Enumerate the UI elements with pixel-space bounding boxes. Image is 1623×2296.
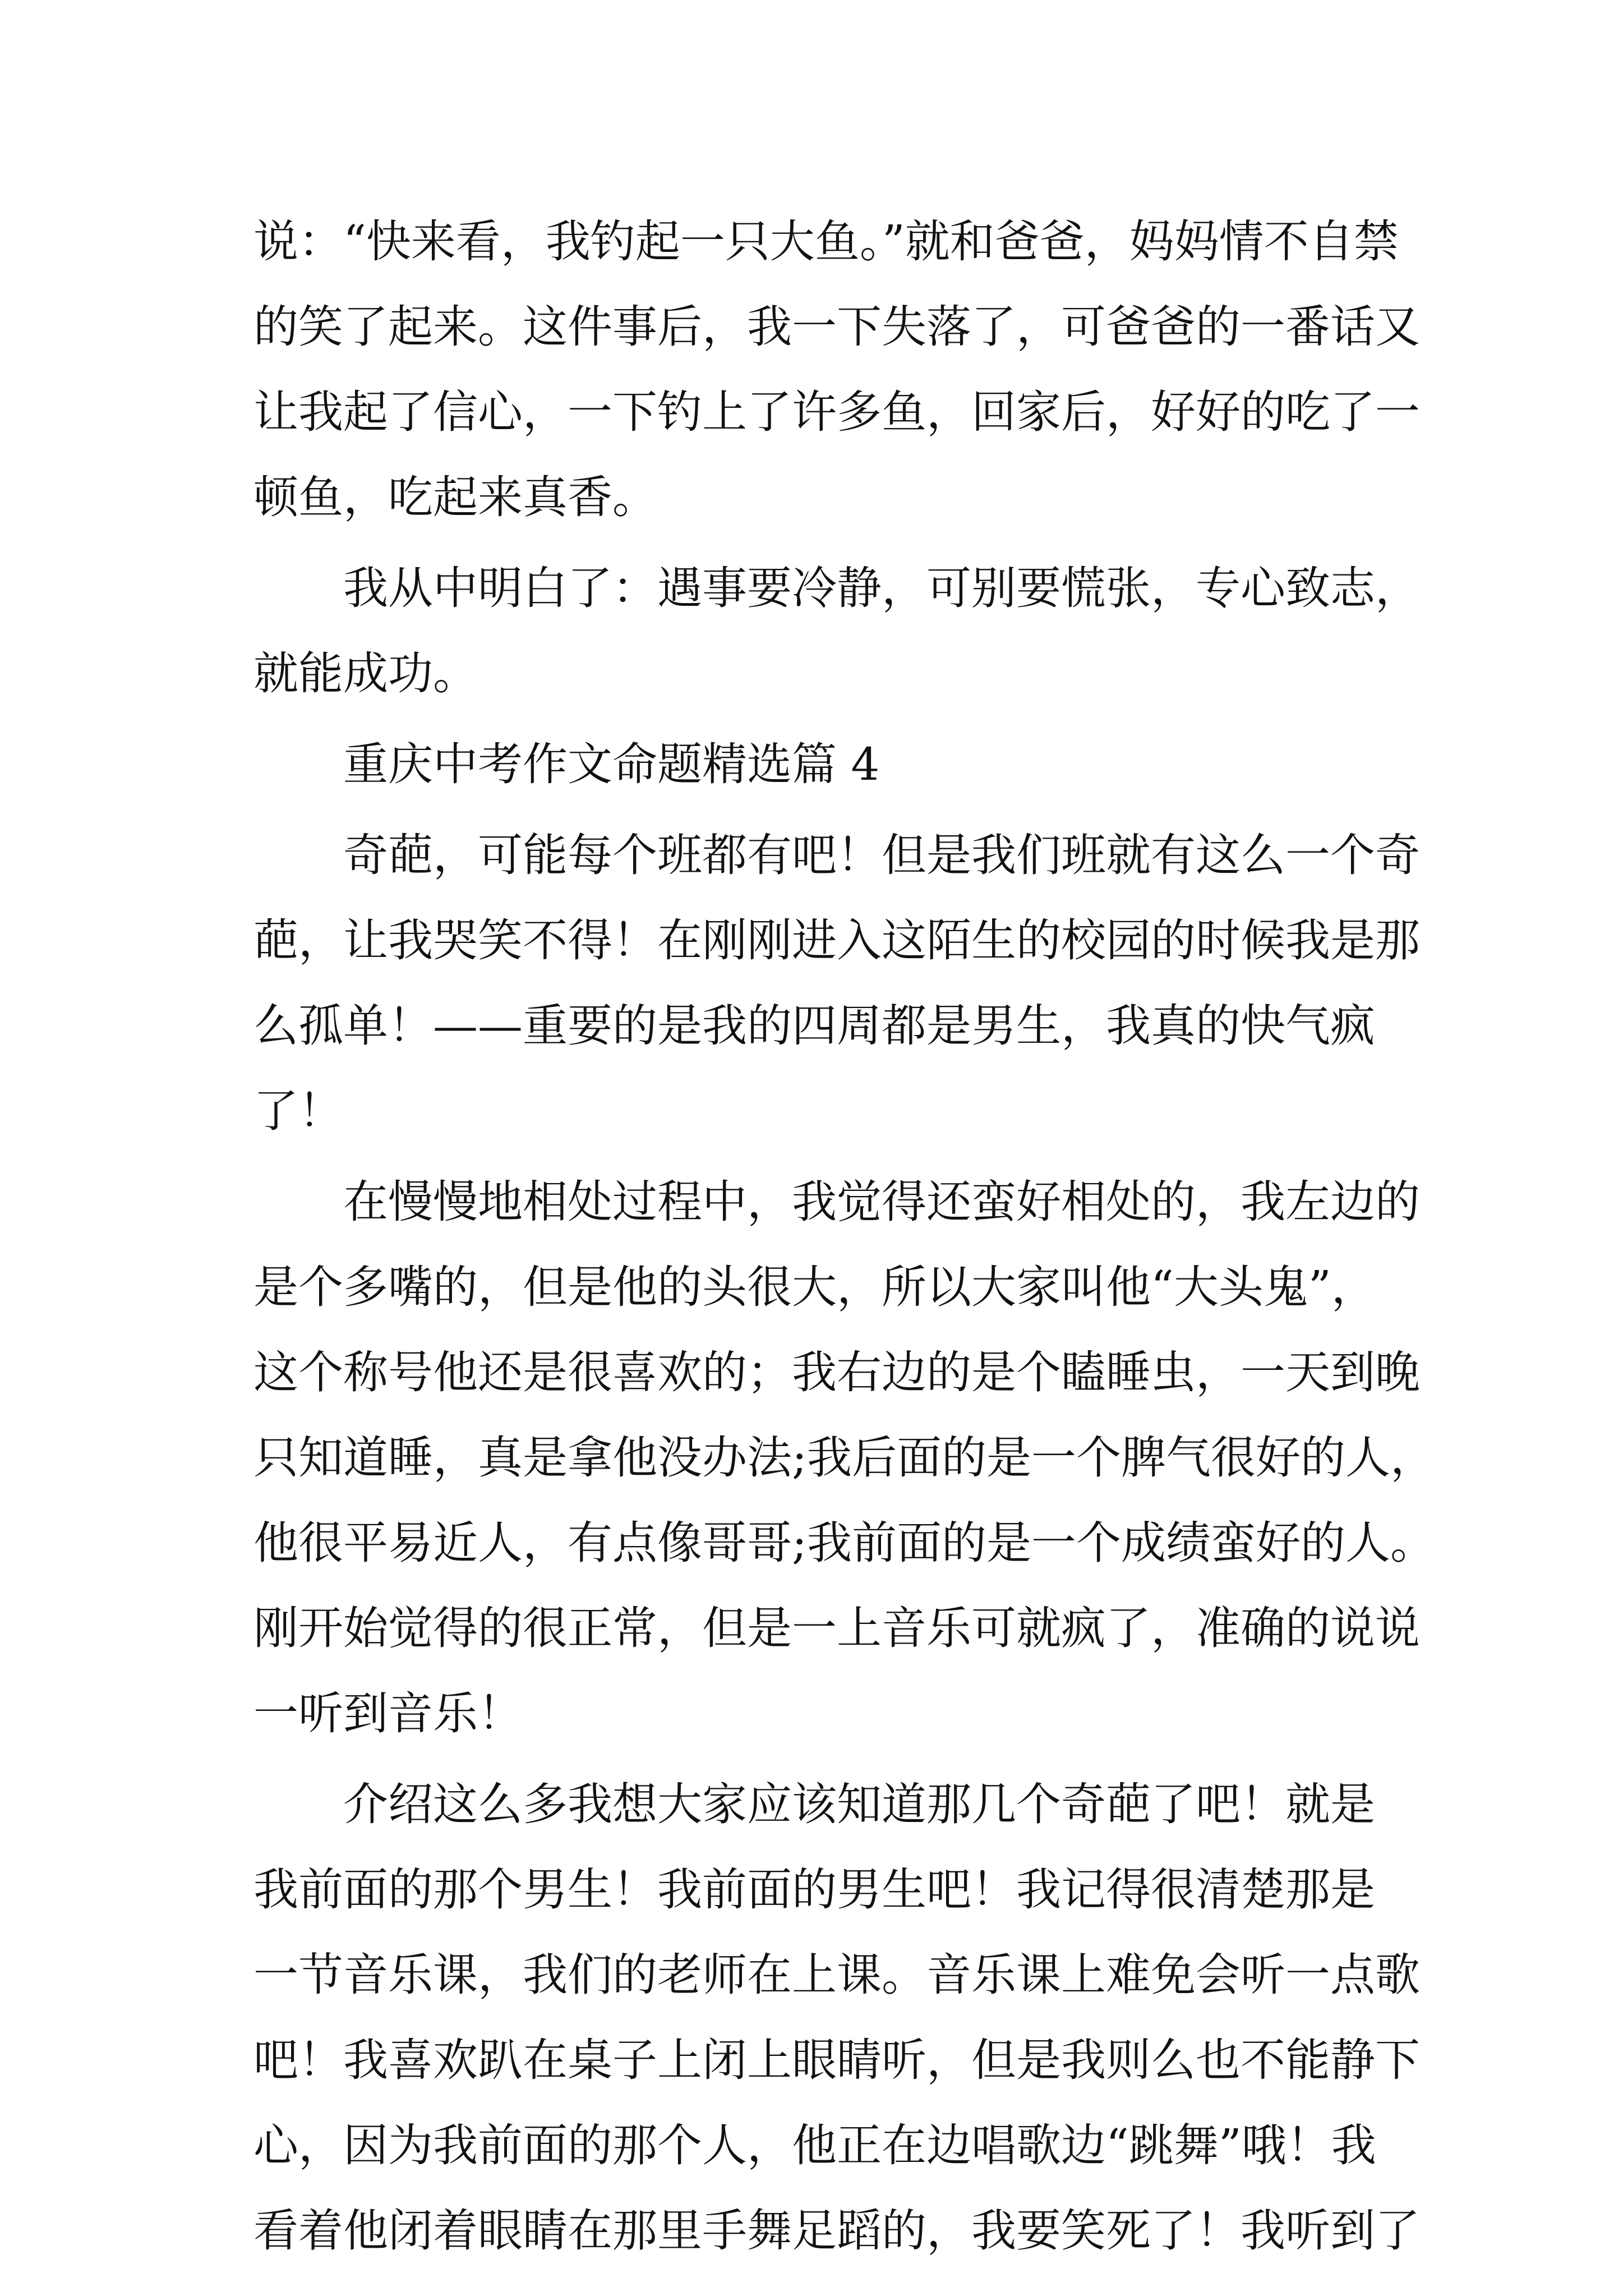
paragraph: [253, 199, 1420, 540]
text-line: 说：“快来看，我钓起一只大鱼。”就和爸爸，妈妈情不自禁: [253, 215, 1399, 268]
paragraph: [253, 1159, 1435, 1756]
text-line: 么孤单！——重要的是我的四周都是男生，我真的快气疯: [253, 1000, 1375, 1052]
text-line: 刚开始觉得的很正常，但是一上音乐可就疯了，准确的说说: [253, 1602, 1420, 1654]
paragraph: [253, 813, 1420, 1154]
paragraph-gap: [253, 716, 1386, 722]
text-line: 我前面的那个男生！我前面的男生吧！我记得很清楚那是: [253, 1864, 1375, 1916]
text-line: 一节音乐课，我们的老师在上课。音乐课上难免会听一点歌: [253, 1949, 1420, 2001]
heading-line: 重庆中考作文命题精选篇 4: [253, 738, 880, 790]
text-line: 我从中明白了：遇事要冷静，可别要慌张，专心致志，: [253, 562, 1420, 614]
paragraph-gap: [253, 1756, 1386, 1762]
text-line: 在慢慢地相处过程中，我觉得还蛮好相处的，我左边的: [253, 1176, 1420, 1228]
text-line: 了！: [253, 1085, 343, 1137]
text-line: 让我起了信心，一下钓上了许多鱼，回家后，好好的吃了一: [253, 386, 1420, 438]
text-line: 奇葩，可能每个班都有吧！但是我们班就有这么一个奇: [253, 829, 1420, 881]
text-line: 是个多嘴的，但是他的头很大，所以大家叫他“大头鬼”，: [253, 1261, 1376, 1313]
text-line: 就能成功。: [253, 647, 478, 700]
paragraph: [253, 1762, 1420, 2274]
text-line: 看着他闭着眼睛在那里手舞足蹈的，我要笑死了！我听到了: [253, 2205, 1420, 2257]
paragraph-gap: [253, 1154, 1386, 1159]
section-heading: [253, 722, 1386, 807]
paragraph-gap: [253, 540, 1386, 546]
text-line: 葩，让我哭笑不得！在刚刚进入这陌生的校园的时候我是那: [253, 914, 1420, 967]
paragraph-gap: [253, 807, 1386, 813]
text-line: 这个称号他还是很喜欢的；我右边的是个瞌睡虫，一天到晚: [253, 1346, 1420, 1398]
text-line: 吧！我喜欢趴在桌子上闭上眼睛听，但是我则么也不能静下: [253, 2034, 1420, 2086]
text-line: 介绍这么多我想大家应该知道那几个奇葩了吧！就是: [253, 1778, 1375, 1830]
text-line: 他很平易近人，有点像哥哥;我前面的是一个成绩蛮好的人。: [253, 1517, 1435, 1569]
body-text: [253, 199, 1435, 2274]
paragraph: [253, 546, 1420, 716]
text-line: 的笑了起来。这件事后，我一下失落了，可爸爸的一番话又: [253, 301, 1420, 353]
text-line: 心，因为我前面的那个人，他正在边唱歌边“跳舞”哦！我: [253, 2119, 1376, 2171]
text-line: 顿鱼，吃起来真香。: [253, 471, 657, 523]
text-line: 只知道睡，真是拿他没办法;我后面的是一个脾气很好的人，: [253, 1432, 1435, 1484]
text-line: 一听到音乐！: [253, 1687, 523, 1740]
